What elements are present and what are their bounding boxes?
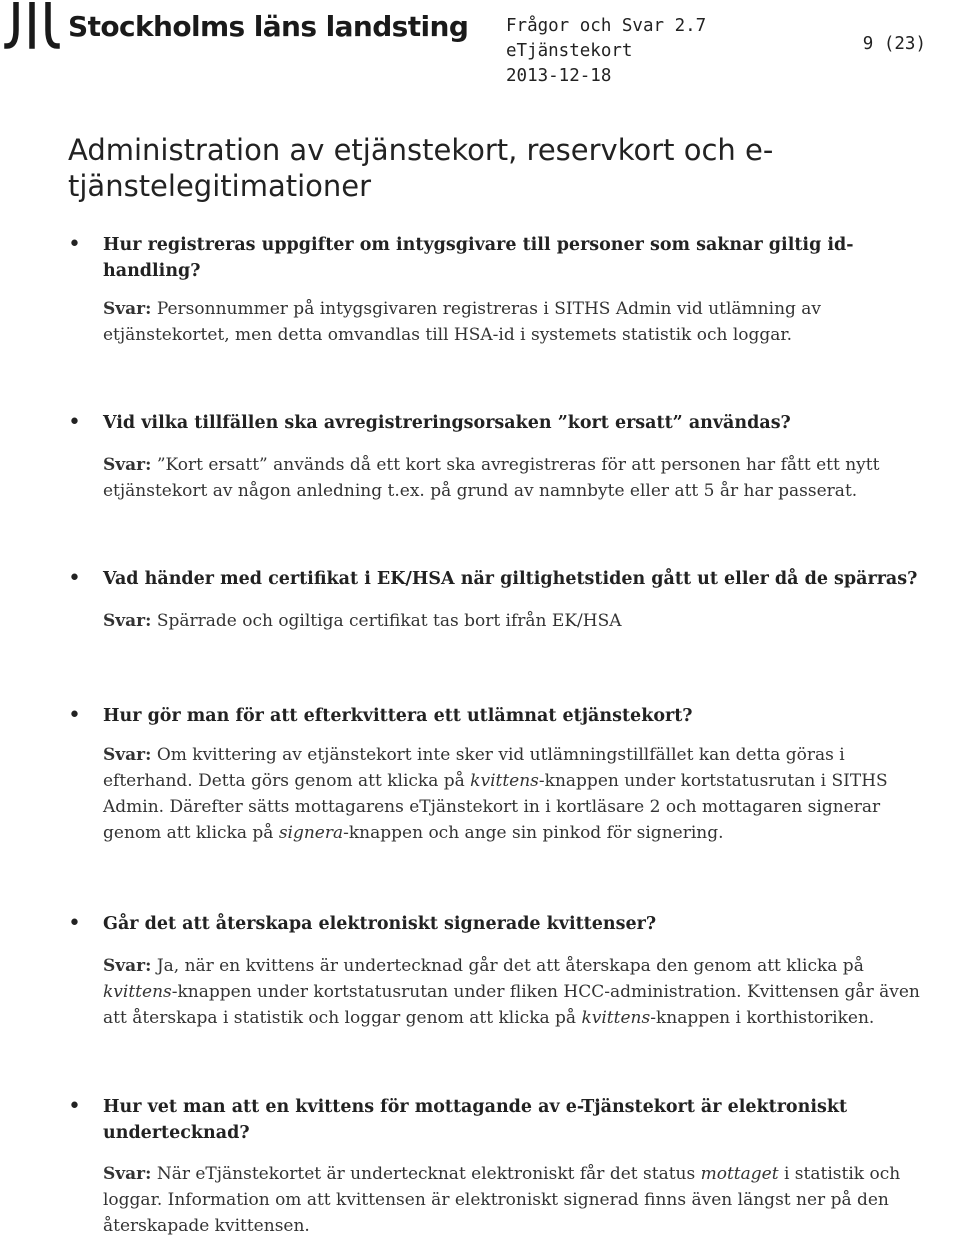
answer-emphasis: kvittens [581,1008,651,1028]
answer-emphasis: kvittens [470,771,539,791]
question: Hur registreras uppgifter om intygsgivare till personer som saknar giltig id-handling? [103,235,854,281]
answer-emphasis: mottaget [700,1164,779,1184]
bullet-icon: • [68,1094,81,1119]
org-name: Stockholms läns landsting [68,10,469,43]
answer-text: När eTjänstekortet är undertecknat elektroniskt får det status [156,1164,701,1184]
answer-label: Svar: [103,1164,152,1184]
page-header [0,0,960,100]
answer [103,452,923,504]
answer [103,742,923,846]
org-logo [4,2,468,52]
answer-text: -knappen under kortstatusrutan i SITHS Admin. Därefter sätts mottagarens eTjänstekort in i kortläsare 2 och mottagaren signerar genom att klicka på [103,771,888,843]
question: Vad händer med certifikat i EK/HSA när giltighetstiden gått ut eller då de spärras? [103,569,918,589]
document-subtitle: eTjänstekort [506,41,633,61]
bullet-icon: • [68,703,81,728]
answer-text: Personnummer på intygsgivaren registreras i SITHS Admin vid utlämning av etjänstekortet, men detta omvandlas till HSA-id i systemets statistik och loggar. [103,299,822,345]
answer-text: Om kvittering av etjänstekort inte sker vid utlämningstillfället kan detta göras i efterhand. Detta görs genom att klicka på [103,745,845,791]
answer-label: Svar: [103,745,152,765]
answer-text: -knappen i korthistoriken. [650,1008,875,1028]
question: Hur gör man för att efterkvittera ett utlämnat etjänstekort? [103,706,693,726]
answer-text: -knappen under kortstatusrutan under fliken HCC-administration. Kvittensen går även att återskapa i statistik och loggar genom att klicka på [103,982,920,1028]
bullet-icon: • [68,566,81,591]
answer-label: Svar: [103,455,152,475]
question: Vid vilka tillfällen ska avregistreringsorsaken ”kort ersatt” användas? [103,413,791,433]
answer [103,608,923,634]
document-date: 2013-12-18 [506,66,612,86]
bullet-icon: • [68,911,81,936]
answer-emphasis: signera [278,823,344,843]
section-title: Administration av etjänstekort, reservkort och e-tjänstelegitimationer [68,133,774,203]
answer [103,296,923,348]
answer-text: ”Kort ersatt” används då ett kort ska avregistreras för att personen har fått ett nytt etjänstekort av någon anledning t.ex. på grund av namnbyte eller att 5 år har passerat. [103,455,880,501]
answer-text: Spärrade och ogiltiga certifikat tas bort ifrån EK/HSA [156,611,622,631]
bullet-icon: • [68,232,81,257]
answer-emphasis: kvittens [103,982,172,1002]
answer-text: i statistik och loggar. Information om att kvittensen är elektroniskt signerad finns även längst ner på den återskapade kvittensen. [103,1164,901,1236]
page-number: 9 (23) [862,34,926,54]
document-meta [506,14,706,89]
answer-label: Svar: [103,956,152,976]
answer [103,1161,923,1239]
document-title: Frågor och Svar 2.7 [506,16,707,36]
answer-text: Ja, när en kvittens är undertecknad går det att återskapa den genom att klicka på [156,956,864,976]
answer-label: Svar: [103,299,152,319]
answer-label: Svar: [103,611,152,631]
answer [103,953,923,1031]
sll-emblem-icon [4,2,60,52]
question: Hur vet man att en kvittens för mottagande av e-Tjänstekort är elektroniskt undertecknad? [103,1097,848,1143]
question: Går det att återskapa elektroniskt signerade kvittenser? [103,914,657,934]
bullet-icon: • [68,410,81,435]
answer-text: -knappen och ange sin pinkod för signering. [343,823,724,843]
